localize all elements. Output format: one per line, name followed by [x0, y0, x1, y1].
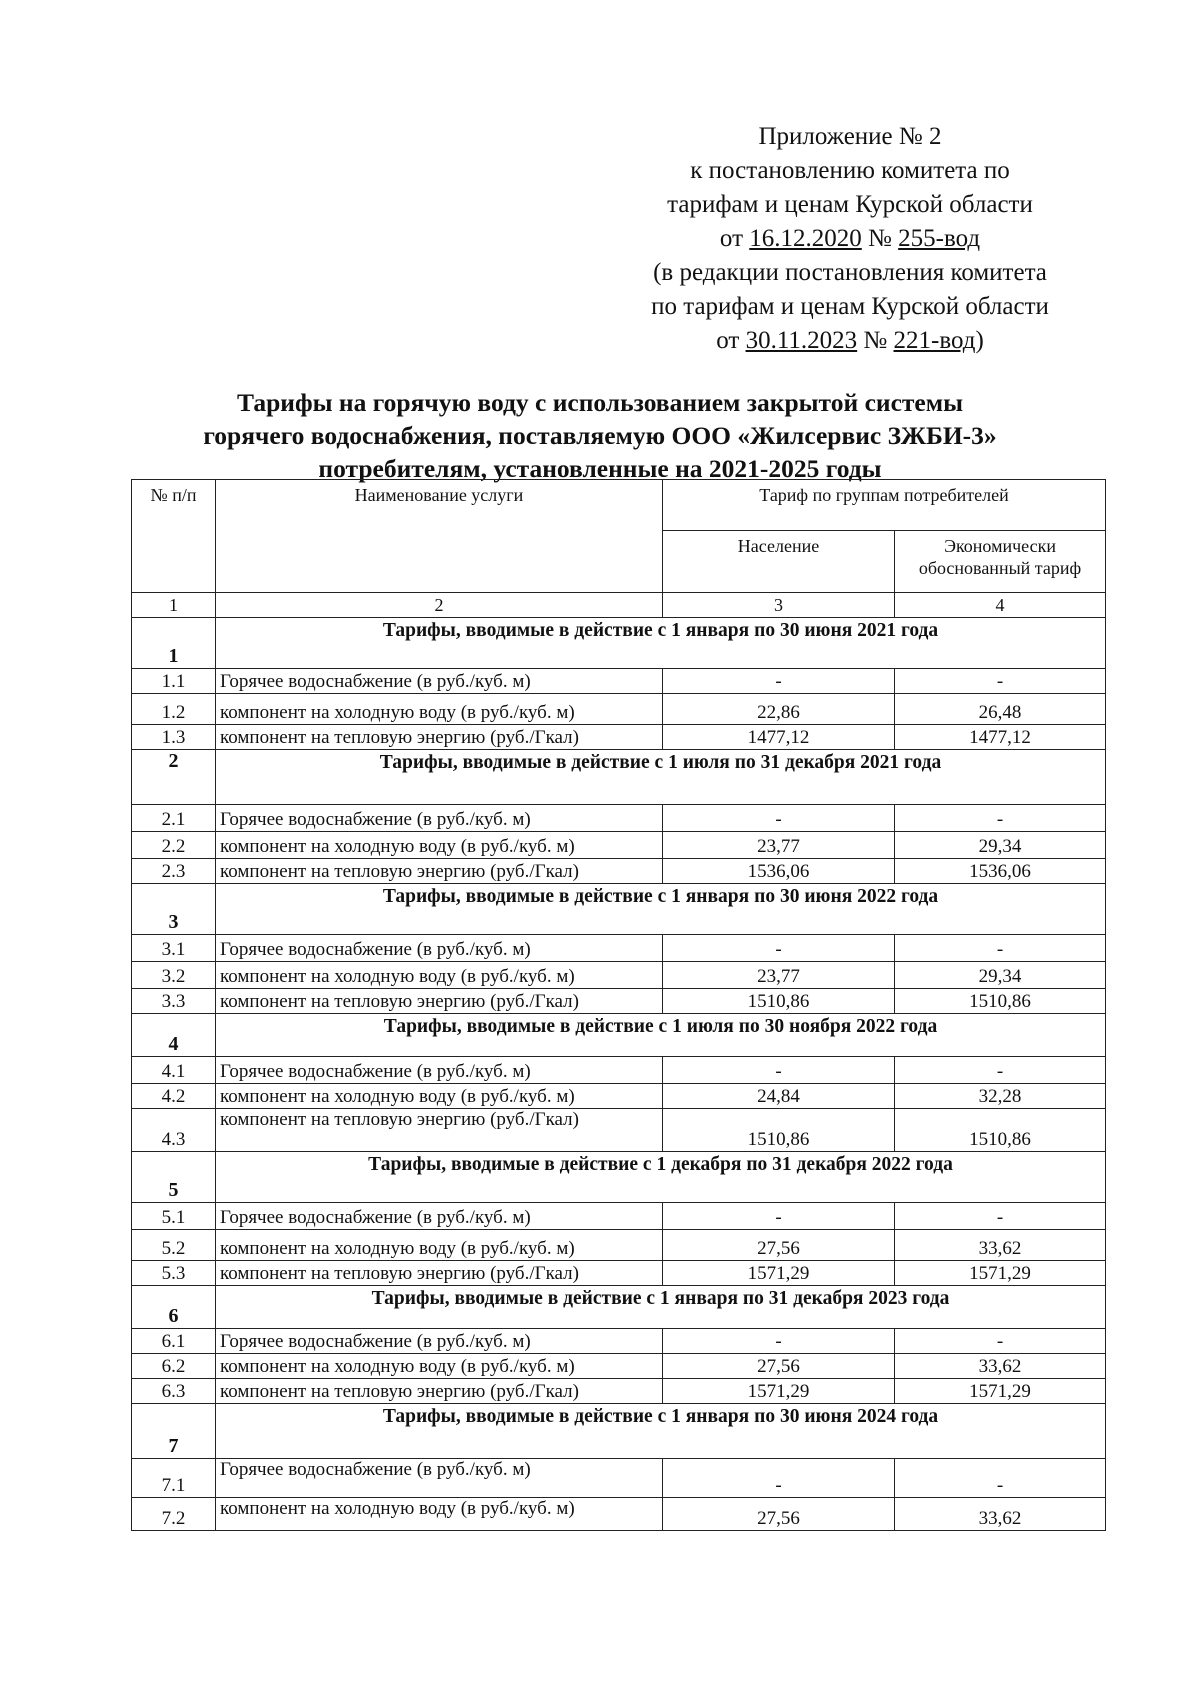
section-title: Тарифы, вводимые в действие с 1 января по 31 декабря 2023 года [216, 1286, 1106, 1329]
economic-tariff: 1477,12 [895, 725, 1106, 750]
service-name: компонент на холодную воду (в руб./куб. м) [216, 962, 663, 989]
section-row [132, 884, 1106, 935]
economic-tariff: 1571,29 [895, 1379, 1106, 1404]
economic-tariff: - [895, 805, 1106, 832]
row-number: 7.1 [132, 1459, 216, 1498]
header-col-population: Население [663, 531, 895, 593]
column-number: 4 [895, 593, 1106, 618]
service-name: Горячее водоснабжение (в руб./куб. м) [216, 805, 663, 832]
population-tariff: 27,56 [663, 1498, 895, 1531]
section-number: 1 [132, 618, 216, 669]
service-name: компонент на холодную воду (в руб./куб. м) [216, 1230, 663, 1261]
population-tariff: 1510,86 [663, 989, 895, 1014]
header-col-tariff-group: Тариф по группам потребителей [663, 480, 1106, 531]
economic-tariff: 32,28 [895, 1084, 1106, 1109]
service-name: Горячее водоснабжение (в руб./куб. м) [216, 1329, 663, 1354]
table-row [132, 935, 1106, 962]
table-row [132, 805, 1106, 832]
service-name: компонент на тепловую энергию (руб./Гкал) [216, 989, 663, 1014]
section-title: Тарифы, вводимые в действие с 1 июля по 31 декабря 2021 года [216, 750, 1106, 805]
row-number: 5.3 [132, 1261, 216, 1286]
economic-tariff: 1536,06 [895, 859, 1106, 884]
population-tariff: 1571,29 [663, 1261, 895, 1286]
economic-tariff: 33,62 [895, 1498, 1106, 1531]
section-title: Тарифы, вводимые в действие с 1 января по 30 июня 2024 года [216, 1404, 1106, 1459]
column-number-row [132, 593, 1106, 618]
row-number: 2.1 [132, 805, 216, 832]
economic-tariff: 29,34 [895, 832, 1106, 859]
economic-tariff: - [895, 669, 1106, 694]
header-col-num: № п/п [132, 480, 216, 593]
tariff-table-body [132, 480, 1106, 1531]
economic-tariff: - [895, 1057, 1106, 1084]
row-number: 6.2 [132, 1354, 216, 1379]
section-row [132, 618, 1106, 669]
row-number: 4.2 [132, 1084, 216, 1109]
section-title: Тарифы, вводимые в действие с 1 января по 30 июня 2021 года [216, 618, 1106, 669]
section-number: 7 [132, 1404, 216, 1459]
annex-number-sign: № [857, 327, 894, 354]
section-number: 5 [132, 1152, 216, 1203]
population-tariff: - [663, 1203, 895, 1230]
table-row [132, 1379, 1106, 1404]
column-number: 2 [216, 593, 663, 618]
economic-tariff: 1510,86 [895, 989, 1106, 1014]
column-number: 3 [663, 593, 895, 618]
row-number: 5.2 [132, 1230, 216, 1261]
table-row [132, 962, 1106, 989]
table-row [132, 832, 1106, 859]
column-number: 1 [132, 593, 216, 618]
row-number: 5.1 [132, 1203, 216, 1230]
population-tariff: 27,56 [663, 1354, 895, 1379]
population-tariff: - [663, 935, 895, 962]
population-tariff: 22,86 [663, 694, 895, 725]
title-line: Тарифы на горячую воду с использованием закрытой системы [236, 388, 964, 417]
service-name: компонент на тепловую энергию (руб./Гкал) [216, 859, 663, 884]
table-row [132, 859, 1106, 884]
annex-date-line [600, 324, 1100, 358]
service-name: компонент на холодную воду (в руб./куб. м) [216, 1084, 663, 1109]
service-name: Горячее водоснабжение (в руб./куб. м) [216, 669, 663, 694]
population-tariff: - [663, 805, 895, 832]
section-title: Тарифы, вводимые в действие с 1 июля по 30 ноября 2022 года [216, 1014, 1106, 1057]
row-number: 2.2 [132, 832, 216, 859]
economic-tariff: - [895, 1329, 1106, 1354]
row-number: 6.3 [132, 1379, 216, 1404]
section-number: 4 [132, 1014, 216, 1057]
population-tariff: 24,84 [663, 1084, 895, 1109]
population-tariff: - [663, 669, 895, 694]
service-name: компонент на тепловую энергию (руб./Гкал) [216, 1379, 663, 1404]
annex-line: (в редакции постановления комитета [653, 259, 1047, 286]
title-line: потребителям, установленные на 2021-2025 годы [318, 454, 882, 483]
annex-line: по тарифам и ценам Курской области [651, 293, 1049, 320]
economic-tariff: 29,34 [895, 962, 1106, 989]
section-number: 6 [132, 1286, 216, 1329]
table-row [132, 725, 1106, 750]
table-row [132, 989, 1106, 1014]
population-tariff: 23,77 [663, 962, 895, 989]
row-number: 1.3 [132, 725, 216, 750]
table-row [132, 1084, 1106, 1109]
section-row [132, 1014, 1106, 1057]
header-col-economic: Экономически обоснованный тариф [895, 531, 1106, 593]
row-number: 7.2 [132, 1498, 216, 1531]
annex-line: тарифам и ценам Курской области [667, 191, 1033, 218]
row-number: 2.3 [132, 859, 216, 884]
row-number: 1.1 [132, 669, 216, 694]
economic-tariff: 33,62 [895, 1230, 1106, 1261]
economic-tariff: - [895, 935, 1106, 962]
annex-revision-date: 30.11.2023 [745, 327, 858, 354]
tariff-table [131, 479, 1106, 1531]
section-row [132, 1286, 1106, 1329]
population-tariff: 23,77 [663, 832, 895, 859]
population-tariff: 1536,06 [663, 859, 895, 884]
annex-header [600, 120, 1100, 358]
header-row [132, 480, 1106, 531]
annex-line: к постановлению комитета по [690, 157, 1010, 184]
section-row [132, 750, 1106, 805]
table-row [132, 1329, 1106, 1354]
table-row [132, 1230, 1106, 1261]
service-name: компонент на тепловую энергию (руб./Гкал) [216, 1261, 663, 1286]
service-name: компонент на холодную воду (в руб./куб. м) [216, 1354, 663, 1379]
table-row [132, 1109, 1106, 1152]
section-number: 3 [132, 884, 216, 935]
title-line: горячего водоснабжения, поставляемую ООО «Жилсервис ЗЖБИ-3» [203, 421, 997, 450]
section-number: 2 [132, 750, 216, 805]
section-title: Тарифы, вводимые в действие с 1 декабря по 31 декабря 2022 года [216, 1152, 1106, 1203]
service-name: компонент на холодную воду (в руб./куб. м) [216, 1498, 663, 1531]
service-name: компонент на тепловую энергию (руб./Гкал) [216, 725, 663, 750]
economic-tariff: 26,48 [895, 694, 1106, 725]
economic-tariff: 33,62 [895, 1354, 1106, 1379]
economic-tariff: - [895, 1459, 1106, 1498]
table-row [132, 1459, 1106, 1498]
population-tariff: 27,56 [663, 1230, 895, 1261]
population-tariff: - [663, 1459, 895, 1498]
economic-tariff: 1571,29 [895, 1261, 1106, 1286]
service-name: Горячее водоснабжение (в руб./куб. м) [216, 935, 663, 962]
economic-tariff: - [895, 1203, 1106, 1230]
annex-number-sign: № [861, 225, 899, 252]
section-row [132, 1152, 1106, 1203]
document-title [140, 386, 1060, 485]
row-number: 4.3 [132, 1109, 216, 1152]
table-row [132, 1498, 1106, 1531]
economic-tariff: 1510,86 [895, 1109, 1106, 1152]
annex-from-prefix: от [719, 225, 750, 252]
row-number: 6.1 [132, 1329, 216, 1354]
row-number: 3.2 [132, 962, 216, 989]
row-number: 1.2 [132, 694, 216, 725]
row-number: 3.3 [132, 989, 216, 1014]
annex-close-paren: ) [975, 327, 984, 354]
table-row [132, 1261, 1106, 1286]
service-name: компонент на холодную воду (в руб./куб. м) [216, 694, 663, 725]
population-tariff: - [663, 1329, 895, 1354]
row-number: 4.1 [132, 1057, 216, 1084]
population-tariff: 1571,29 [663, 1379, 895, 1404]
service-name: Горячее водоснабжение (в руб./куб. м) [216, 1057, 663, 1084]
service-name: компонент на тепловую энергию (руб./Гкал) [216, 1109, 663, 1152]
section-title: Тарифы, вводимые в действие с 1 января по 30 июня 2022 года [216, 884, 1106, 935]
annex-original-number: 255-вод [898, 225, 981, 252]
population-tariff: - [663, 1057, 895, 1084]
table-row [132, 1354, 1106, 1379]
annex-original-date: 16.12.2020 [749, 225, 862, 252]
section-row [132, 1404, 1106, 1459]
annex-date-line [600, 222, 1100, 256]
annex-from-prefix: от [716, 327, 746, 354]
service-name: компонент на холодную воду (в руб./куб. м) [216, 832, 663, 859]
row-number: 3.1 [132, 935, 216, 962]
annex-line: Приложение № 2 [758, 123, 942, 150]
table-row [132, 694, 1106, 725]
population-tariff: 1477,12 [663, 725, 895, 750]
table-row [132, 1203, 1106, 1230]
service-name: Горячее водоснабжение (в руб./куб. м) [216, 1203, 663, 1230]
table-row [132, 669, 1106, 694]
service-name: Горячее водоснабжение (в руб./куб. м) [216, 1459, 663, 1498]
population-tariff: 1510,86 [663, 1109, 895, 1152]
annex-revision-number: 221-вод [893, 327, 976, 354]
header-col-service: Наименование услуги [216, 480, 663, 593]
table-row [132, 1057, 1106, 1084]
